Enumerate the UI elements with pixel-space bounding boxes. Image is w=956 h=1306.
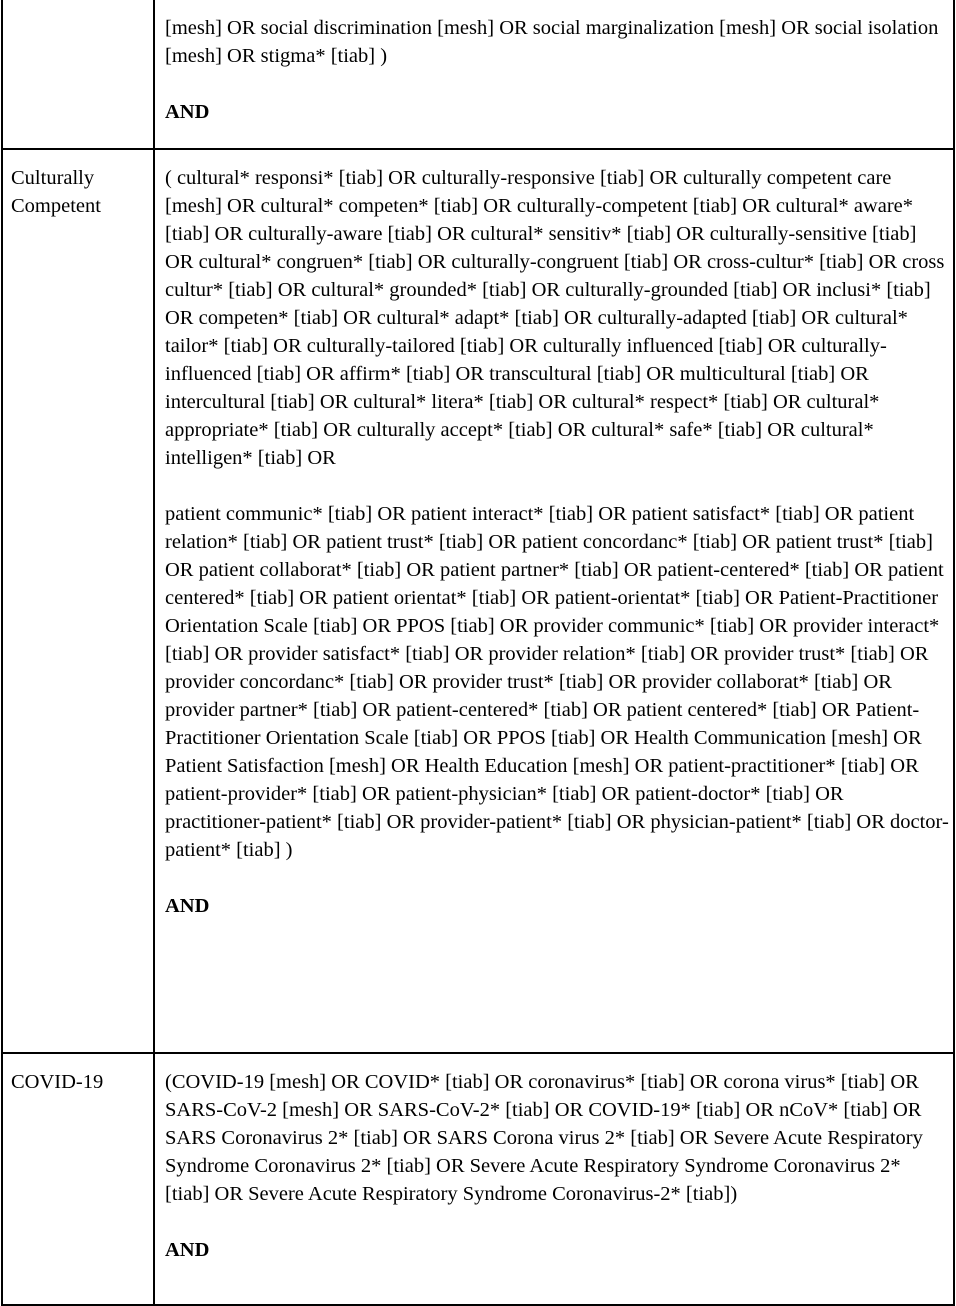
concept-cell — [2, 0, 154, 149]
table-row — [2, 1053, 954, 1305]
search-terms-paragraph: [mesh] OR social discrimination [mesh] OR social marginalization [mesh] OR social isolation [mesh] OR stigma* [tiab] ) — [165, 17, 939, 67]
boolean-operator: AND — [165, 895, 210, 917]
search-terms-cell — [154, 149, 954, 1053]
concept-cell: COVID-19 — [2, 1053, 154, 1305]
search-terms-paragraph: (COVID-19 [mesh] OR COVID* [tiab] OR coronavirus* [tiab] OR corona virus* [tiab] OR SARS-CoV-2 [mesh] OR SARS-CoV-2* [tiab] OR COVID-19* [tiab] OR nCoV* [tiab] OR SARS Coronavirus 2* [tiab] OR SARS Corona virus 2* [tiab] OR Severe Acute Respiratory Syndrome Coronavirus 2* [tiab] OR Severe Acute Respiratory Syndrome Coronavirus 2* [tiab] OR Severe Acute Respiratory Syndrome Coronavirus-2* [tiab]) — [165, 1071, 923, 1205]
concept-cell: Culturally Competent — [2, 149, 154, 1053]
search-strategy-table — [1, 0, 955, 1306]
table-row — [2, 149, 954, 1053]
search-terms-cell — [154, 0, 954, 149]
boolean-operator: AND — [165, 101, 210, 123]
search-terms-cell — [154, 1053, 954, 1305]
search-terms-paragraph: patient communic* [tiab] OR patient interact* [tiab] OR patient satisfact* [tiab] OR patient relation* [tiab] OR patient trust* [tiab] OR patient concordanc* [tiab] OR patient trust* [tiab] OR patient collaborat* [tiab] OR patient partner* [tiab] OR patient-centered* [tiab] OR patient centered* [tiab] OR patient orientat* [tiab] OR patient-orientat* [tiab] OR Patient-Practitioner Orientation Scale [tiab] OR PPOS [tiab] OR provider communic* [tiab] OR provider interact* [tiab] OR provider satisfact* [tiab] OR provider relation* [tiab] OR provider trust* [tiab] OR provider concordanc* [tiab] OR provider trust* [tiab] OR provider collaborat* [tiab] OR provider partner* [tiab] OR patient-centered* [tiab] OR patient centered* [tiab] OR Patient-Practitioner Orientation Scale [tiab] OR PPOS [tiab] OR Health Communication [mesh] OR Patient Satisfaction [mesh] OR Health Education [mesh] OR patient-practitioner* [tiab] OR patient-provider* [tiab] OR patient-physician* [tiab] OR patient-doctor* [tiab] OR practitioner-patient* [tiab] OR provider-patient* [tiab] OR physician-patient* [tiab] OR doctor-patient* [tiab] ) — [165, 503, 949, 861]
search-terms-paragraph: ( cultural* responsi* [tiab] OR culturally-responsive [tiab] OR culturally competent care [mesh] OR cultural* competen* [tiab] OR culturally-competent [tiab] OR cultural* aware* [tiab] OR culturally-aware [tiab] OR cultural* sensitiv* [tiab] OR culturally-sensitive [tiab] OR cultural* congruen* [tiab] OR culturally-congruent [tiab] OR cross-cultur* [tiab] OR cross cultur* [tiab] OR cultural* grounded* [tiab] OR culturally-grounded [tiab] OR inclusi* [tiab] OR competen* [tiab] OR cultural* adapt* [tiab] OR culturally-adapted [tiab] OR cultural* tailor* [tiab] OR culturally-tailored [tiab] OR culturally influenced [tiab] OR culturally-influenced [tiab] OR affirm* [tiab] OR transcultural [tiab] OR multicultural [tiab] OR intercultural [tiab] OR cultural* litera* [tiab] OR cultural* respect* [tiab] OR cultural* appropriate* [tiab] OR culturally accept* [tiab] OR cultural* safe* [tiab] OR cultural* intelligen* [tiab] OR — [165, 167, 945, 469]
boolean-operator: AND — [165, 1239, 210, 1261]
table-row — [2, 0, 954, 149]
